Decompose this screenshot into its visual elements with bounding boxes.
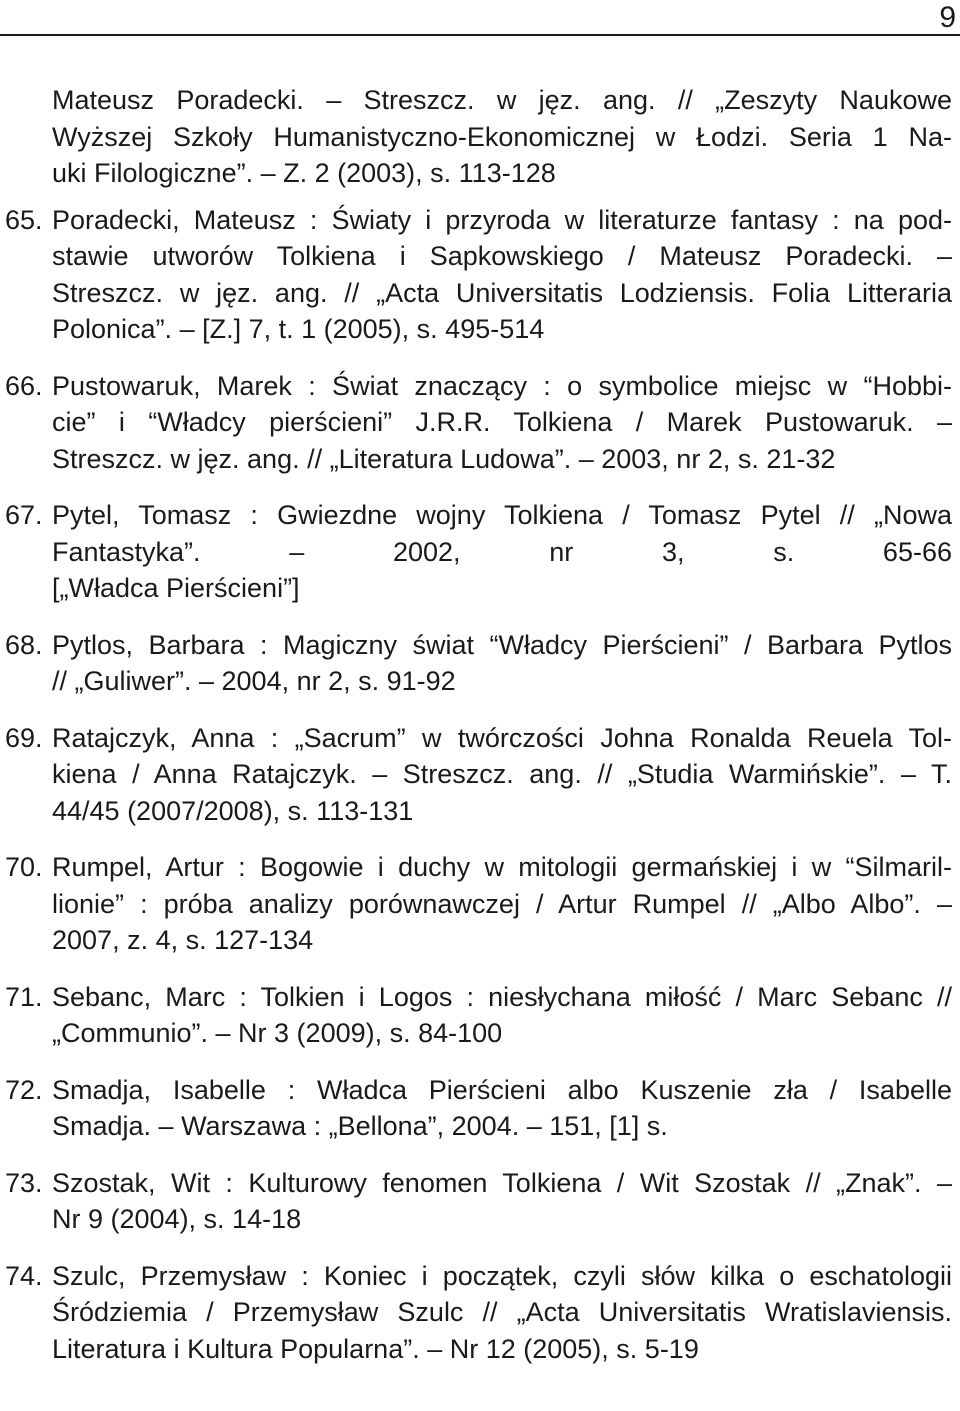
entry-text: Fantastyka”. – 2002, nr 3, s. 65-66 bbox=[52, 536, 952, 567]
entry-text: „Communio”. – Nr 3 (2009), s. 84-100 bbox=[52, 1018, 503, 1048]
entry-text: Rumpel, Artur : Bogowie i duchy w mitologii germańskiej i w “Silmaril- bbox=[52, 852, 952, 882]
entry-text: Streszcz. w jęz. ang. // „Acta Universitatis Lodziensis. Folia Litteraria bbox=[52, 277, 952, 308]
entry-number: 72. bbox=[5, 1074, 43, 1105]
bibliography-entry bbox=[5, 720, 952, 830]
entry-text: Literatura i Kultura Popularna”. – Nr 12 (2005), s. 5-19 bbox=[52, 1333, 699, 1364]
entry-number: 68. bbox=[5, 629, 43, 660]
entry-line bbox=[52, 1294, 952, 1331]
entry-text: Smadja, Isabelle : Władca Pierścieni albo Kuszenie zła / Isabelle bbox=[52, 1074, 952, 1105]
entry-first-line bbox=[5, 1258, 952, 1295]
entry-continuation bbox=[52, 82, 952, 192]
entry-text: [„Władca Pierścieni”] bbox=[52, 573, 300, 603]
bibliography-entry bbox=[5, 202, 952, 348]
entry-line bbox=[52, 441, 952, 478]
bibliography-entry bbox=[5, 849, 952, 959]
entry-text: Ratajczyk, Anna : „Sacrum” w twórczości Johna Ronalda Reuela Tol- bbox=[52, 722, 952, 753]
bibliography-entry bbox=[5, 627, 952, 700]
entry-line bbox=[52, 404, 952, 441]
entry-text: Pustowaruk, Marek : Świat znaczący : o symbolice miejsc w “Hobbi- bbox=[52, 370, 952, 401]
entry-text: cie” i “Władcy pierścieni” J.R.R. Tolkiena / Marek Pustowaruk. – bbox=[52, 407, 952, 437]
entry-text: Smadja. – Warszawa : „Bellona”, 2004. – 151, [1] s. bbox=[52, 1111, 668, 1141]
entry-text: Pytlos, Barbara : Magiczny świat “Władcy Pierścieni” / Barbara Pytlos bbox=[52, 629, 952, 660]
entry-text: Polonica”. – [Z.] 7, t. 1 (2005), s. 495-514 bbox=[52, 314, 545, 344]
entry-text: Nr 9 (2004), s. 14-18 bbox=[52, 1204, 302, 1234]
entry-first-line bbox=[5, 1072, 952, 1109]
entry-first-line bbox=[5, 627, 952, 664]
entry-text: lionie” : próba analizy porównawczej / Artur Rumpel // „Albo Albo”. – bbox=[52, 888, 952, 919]
entry-number: 70. bbox=[5, 852, 43, 882]
bibliography-entry bbox=[5, 1072, 952, 1145]
entry-line bbox=[52, 238, 952, 275]
entry-line bbox=[52, 756, 952, 793]
entry-number: 69. bbox=[5, 722, 43, 753]
entries bbox=[5, 202, 952, 1368]
entry-number: 71. bbox=[5, 981, 43, 1012]
entry-text: Szulc, Przemysław : Koniec i początek, czyli słów kilka o eschatologii bbox=[52, 1260, 952, 1291]
entry-text: // „Guliwer”. – 2004, nr 2, s. 91-92 bbox=[52, 666, 456, 696]
entry-line bbox=[52, 1015, 952, 1052]
entry-first-line bbox=[5, 979, 952, 1016]
entry-line bbox=[52, 311, 952, 348]
entry-line: Wyższej Szkoły Humanistyczno-Ekonomicznej w Łodzi. Seria 1 Na- bbox=[52, 121, 952, 152]
entry-number: 67. bbox=[5, 500, 43, 530]
entry-text: 44/45 (2007/2008), s. 113-131 bbox=[52, 795, 414, 826]
entry-text: Sebanc, Marc : Tolkien i Logos : niesłychana miłość / Marc Sebanc // bbox=[52, 981, 952, 1012]
entry-text: stawie utworów Tolkiena i Sapkowskiego / Mateusz Poradecki. – bbox=[52, 241, 952, 271]
entry-line bbox=[52, 1331, 952, 1368]
entry-text: Poradecki, Mateusz : Światy i przyroda w literaturze fantasy : na pod- bbox=[52, 204, 952, 235]
bibliography-list bbox=[5, 82, 952, 1367]
entry-text: Streszcz. w jęz. ang. // „Literatura Ludowa”. – 2003, nr 2, s. 21-32 bbox=[52, 443, 836, 474]
entry-text: kiena / Anna Ratajczyk. – Streszcz. ang. // „Studia Warmińskie”. – T. bbox=[52, 759, 952, 789]
entry-first-line bbox=[5, 1165, 952, 1202]
entry-line: Mateusz Poradecki. – Streszcz. w jęz. ang. // „Zeszyty Naukowe bbox=[52, 85, 952, 115]
entry-text: Szostak, Wit : Kulturowy fenomen Tolkiena / Wit Szostak // „Znak”. – bbox=[52, 1167, 952, 1198]
bibliography-entry bbox=[5, 1258, 952, 1368]
entry-number: 74. bbox=[5, 1260, 43, 1291]
bibliography-entry bbox=[5, 1165, 952, 1238]
header-rule bbox=[0, 34, 960, 36]
entry-text: 2007, z. 4, s. 127-134 bbox=[52, 925, 314, 955]
entry-line bbox=[52, 570, 952, 607]
entry-line: uki Filologiczne”. – Z. 2 (2003), s. 113-128 bbox=[52, 158, 556, 188]
entry-line bbox=[52, 1201, 952, 1238]
entry-first-line bbox=[5, 849, 952, 886]
entry-text: Śródziemia / Przemysław Szulc // „Acta Universitatis Wratislaviensis. bbox=[52, 1297, 952, 1327]
entry-first-line bbox=[5, 720, 952, 757]
entry-number: 65. bbox=[5, 204, 43, 235]
entry-line bbox=[52, 886, 952, 923]
entry-line bbox=[52, 1108, 952, 1145]
entry-first-line bbox=[5, 202, 952, 239]
entry-line bbox=[52, 922, 952, 959]
entry-text: Pytel, Tomasz : Gwiezdne wojny Tolkiena / Tomasz Pytel // „Nowa bbox=[52, 500, 952, 530]
bibliography-entry bbox=[5, 979, 952, 1052]
page-number: 9 bbox=[939, 1, 956, 34]
entry-line bbox=[52, 793, 952, 830]
entry-line bbox=[52, 534, 952, 571]
bibliography-entry bbox=[5, 497, 952, 607]
entry-number: 66. bbox=[5, 370, 43, 401]
entry-line bbox=[52, 275, 952, 312]
entry-number: 73. bbox=[5, 1167, 43, 1198]
entry-line bbox=[52, 663, 952, 700]
entry-first-line bbox=[5, 368, 952, 405]
entry-first-line bbox=[5, 497, 952, 534]
bibliography-entry bbox=[5, 368, 952, 478]
